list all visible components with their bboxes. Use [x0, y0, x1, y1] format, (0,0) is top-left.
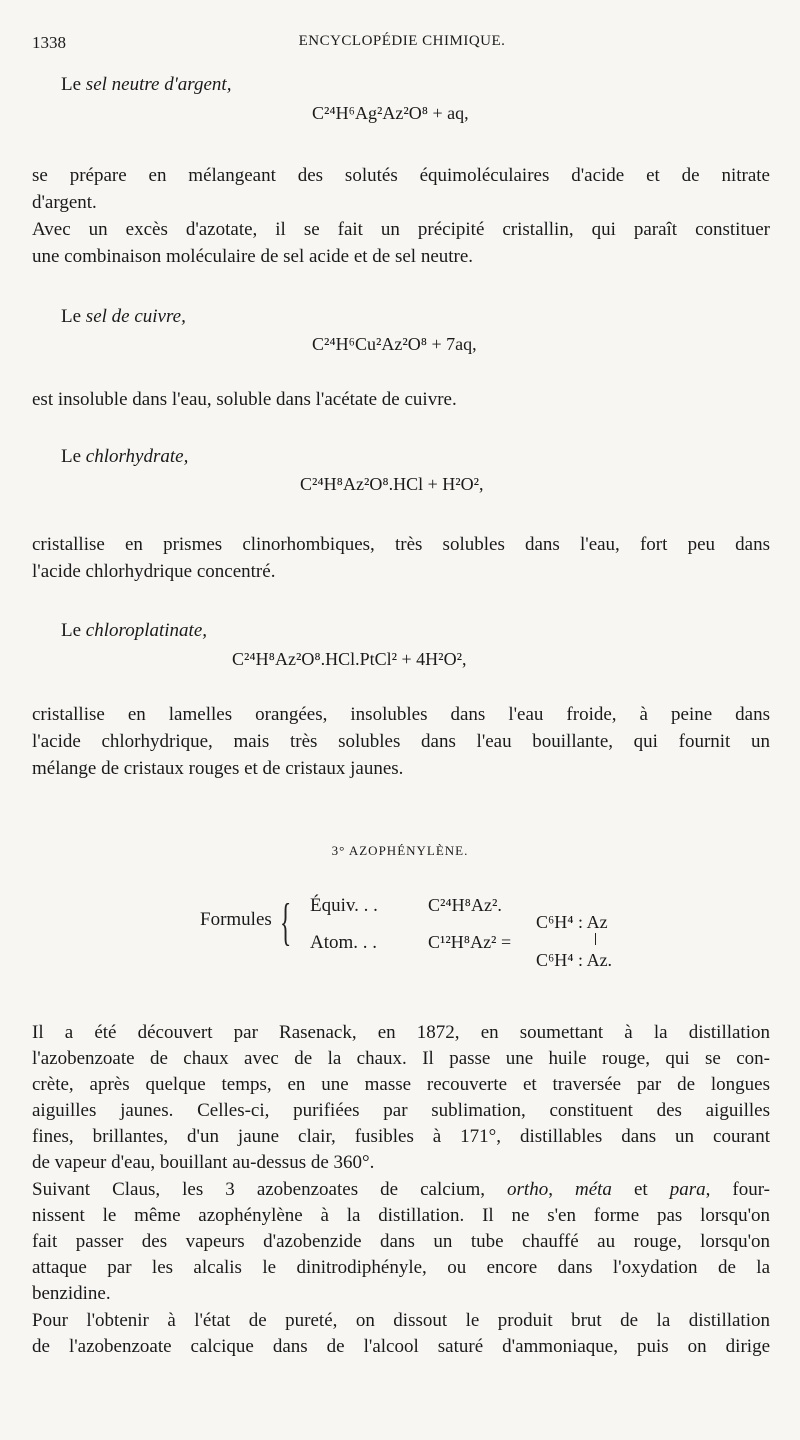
- text-line: se prépare en mélangeant des solutés équimoléculaires d'acide et de nitrate: [32, 165, 770, 186]
- text-line: Avec un excès d'azotate, il se fait un précipité cristallin, qui paraît constituer: [32, 219, 770, 240]
- atom-formula: C¹²H⁸Az² =: [428, 932, 512, 952]
- text-line: cristallise en lamelles orangées, insolubles dans l'eau froide, à peine dans: [32, 704, 770, 725]
- page-number: 1338: [32, 33, 66, 52]
- text-line: Suivant Claus, les 3 azobenzoates de calcium, ortho, méta et para, four-: [32, 1179, 770, 1200]
- text-line: d'argent.: [32, 192, 97, 213]
- atom-label: Atom. . .: [310, 932, 378, 953]
- text-line: de l'azobenzoate calcique dans de l'alcool saturé d'ammoniaque, puis on dirige: [32, 1336, 770, 1357]
- text-line: nissent le même azophénylène à la distillation. Il ne s'en forme pas lorsqu'on: [32, 1205, 770, 1226]
- formulas-label: Formules: [200, 909, 272, 930]
- compound-name: sel de cuivre,: [85, 306, 186, 327]
- brace: {: [280, 894, 292, 951]
- text-line: une combinaison moléculaire de sel acide et de sel neutre.: [32, 246, 474, 267]
- chloroplatinate-intro: Le chloroplatinate,: [61, 620, 207, 641]
- text-line: l'acide chlorhydrique concentré.: [32, 561, 276, 582]
- text-line: l'azobenzoate de chaux avec de la chaux. Il passe une huile rouge, qui se con-: [32, 1048, 770, 1069]
- text-line: mélange de cristaux rouges et de cristaux jaunes.: [32, 758, 404, 779]
- text-line: Pour l'obtenir à l'état de pureté, on dissout le produit brut de la distillation: [32, 1310, 770, 1331]
- structure-top: C⁶H⁴ : Az: [536, 912, 608, 932]
- equiv-label: Équiv. . .: [310, 895, 378, 916]
- text-line: aiguilles jaunes. Celles-ci, purifiées par sublimation, constituent des aiguilles: [32, 1100, 770, 1121]
- text-line: attaque par les alcalis le dinitrodiphényle, ou encore dans l'oxydation de la: [32, 1257, 770, 1278]
- text-line: benzidine.: [32, 1283, 111, 1304]
- compound-name: chlorhydrate,: [85, 446, 189, 467]
- running-title: ENCYCLOPÉDIE CHIMIQUE.: [298, 33, 506, 49]
- text-line: est insoluble dans l'eau, soluble dans l'acétate de cuivre.: [32, 389, 457, 410]
- structure-bottom: C⁶H⁴ : Az.: [536, 950, 613, 970]
- silver-salt-intro: Le sel neutre d'argent,: [61, 74, 232, 95]
- copper-salt-intro: Le sel de cuivre,: [61, 306, 186, 327]
- text-line: Il a été découvert par Rasenack, en 1872, en soumettant à la distillation: [32, 1022, 770, 1043]
- compound-name: chloroplatinate,: [85, 620, 207, 641]
- text-line: l'acide chlorhydrique, mais très solubles dans l'eau bouillante, qui fournit un: [32, 731, 770, 752]
- text-line: de vapeur d'eau, bouillant au-dessus de 360°.: [32, 1152, 375, 1173]
- chlorhydrate-intro: Le chlorhydrate,: [61, 446, 189, 467]
- text-line: fines, brillantes, d'un jaune clair, fusibles à 171°, distillables dans un courant: [32, 1126, 770, 1147]
- page-header: [32, 33, 772, 55]
- section-title: 3° AZOPHÉNYLÈNE.: [331, 843, 469, 858]
- equiv-formula: C²⁴H⁸Az².: [428, 895, 502, 915]
- text-line: crète, après quelque temps, en une masse recouverte et traversée par de longues: [32, 1074, 770, 1095]
- chlorhydrate-formula: C²⁴H⁸Az²O⁸.HCl + H²O²,: [300, 474, 484, 494]
- text-line: fait passer des vapeurs d'azobenzide dans un tube chauffé au rouge, lorsqu'on: [32, 1231, 770, 1252]
- bond-line: [595, 933, 596, 945]
- silver-salt-formula: C²⁴H⁶Ag²Az²O⁸ + aq,: [312, 103, 469, 123]
- compound-name: sel neutre d'argent,: [85, 74, 232, 95]
- chloroplatinate-formula: C²⁴H⁸Az²O⁸.HCl.PtCl² + 4H²O²,: [232, 649, 467, 669]
- text-line: cristallise en prismes clinorhombiques, très solubles dans l'eau, fort peu dans: [32, 534, 770, 555]
- copper-salt-formula: C²⁴H⁶Cu²Az²O⁸ + 7aq,: [312, 334, 477, 354]
